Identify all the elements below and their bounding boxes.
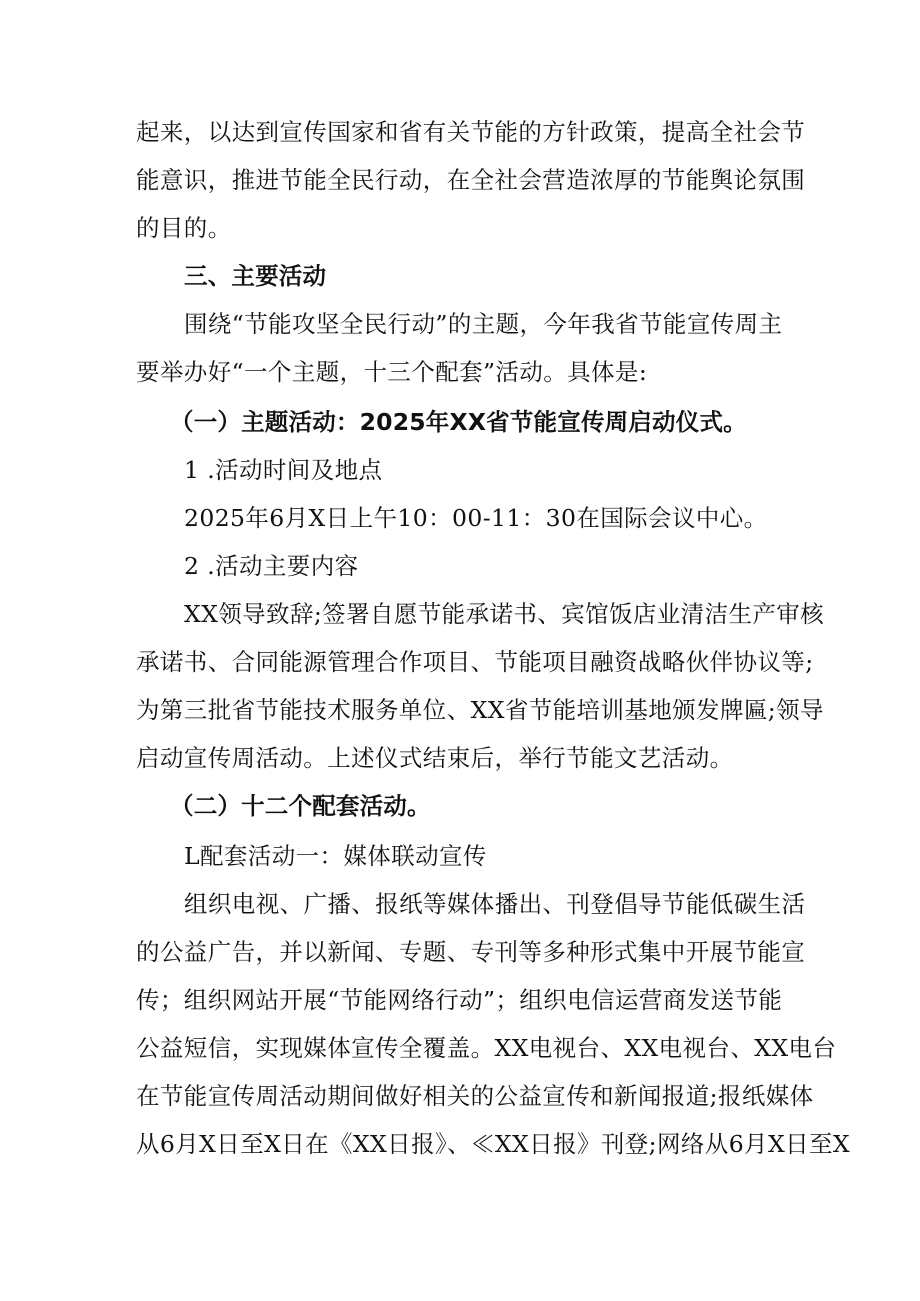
body-line: 起来，以达到宣传国家和省有关节能的方针政策，提高全社会节 [136, 118, 806, 146]
body-line: 从6月X日至X日在《XX日报》、≪XX日报》刊登;网络从6月X日至X [136, 1130, 851, 1158]
paragraph-first-line: 2025年6月X日上午10：00-11：30在国际会议中心。 [184, 504, 768, 532]
body-line: 公益短信，实现媒体宣传全覆盖。XX电视台、XX电视台、XX电台 [136, 1034, 837, 1062]
body-line: 要举办好“一个主题，十三个配套”活动。具体是: [136, 358, 648, 386]
body-line: 的公益广告，并以新闻、专题、专刊等多种形式集中开展节能宣 [136, 938, 806, 966]
body-line: 在节能宣传周活动期间做好相关的公益宣传和新闻报道;报纸媒体 [136, 1082, 814, 1110]
body-line: 启动宣传周活动。上述仪式结束后，举行节能文艺活动。 [136, 744, 734, 772]
body-line: 承诺书、合同能源管理合作项目、节能项目融资战略伙伴协议等; [136, 648, 814, 676]
body-line: 传；组织网站开展“节能网络行动”；组织电信运营商发送节能 [136, 986, 783, 1014]
list-item-heading: 2 .活动主要内容 [184, 552, 359, 580]
list-item-heading: 1 .活动时间及地点 [184, 456, 383, 484]
paragraph-first-line: 组织电视、广播、报纸等媒体播出、刊登倡导节能低碳生活 [184, 890, 806, 918]
section-heading: 三、主要活动 [184, 262, 327, 290]
paragraph-first-line: 围绕“节能攻坚全民行动”的主题，今年我省节能宣传周主 [184, 310, 783, 338]
subsection-heading: （一）主题活动：2025年XX省节能宣传周启动仪式。 [170, 408, 747, 436]
paragraph-first-line: XX领导致辞;签署自愿节能承诺书、宾馆饭店业清洁生产审核 [184, 600, 825, 628]
subsection-heading: （二）十二个配套活动。 [170, 792, 431, 820]
body-line: 能意识，推进节能全民行动，在全社会营造浓厚的节能舆论氛围 [136, 166, 806, 194]
body-line: 的目的。 [136, 214, 232, 242]
body-line: 为第三批省节能技术服务单位、XX省节能培训基地颁发牌匾;领导 [136, 696, 824, 724]
list-item-heading: L配套活动一：媒体联动宣传 [184, 842, 487, 870]
